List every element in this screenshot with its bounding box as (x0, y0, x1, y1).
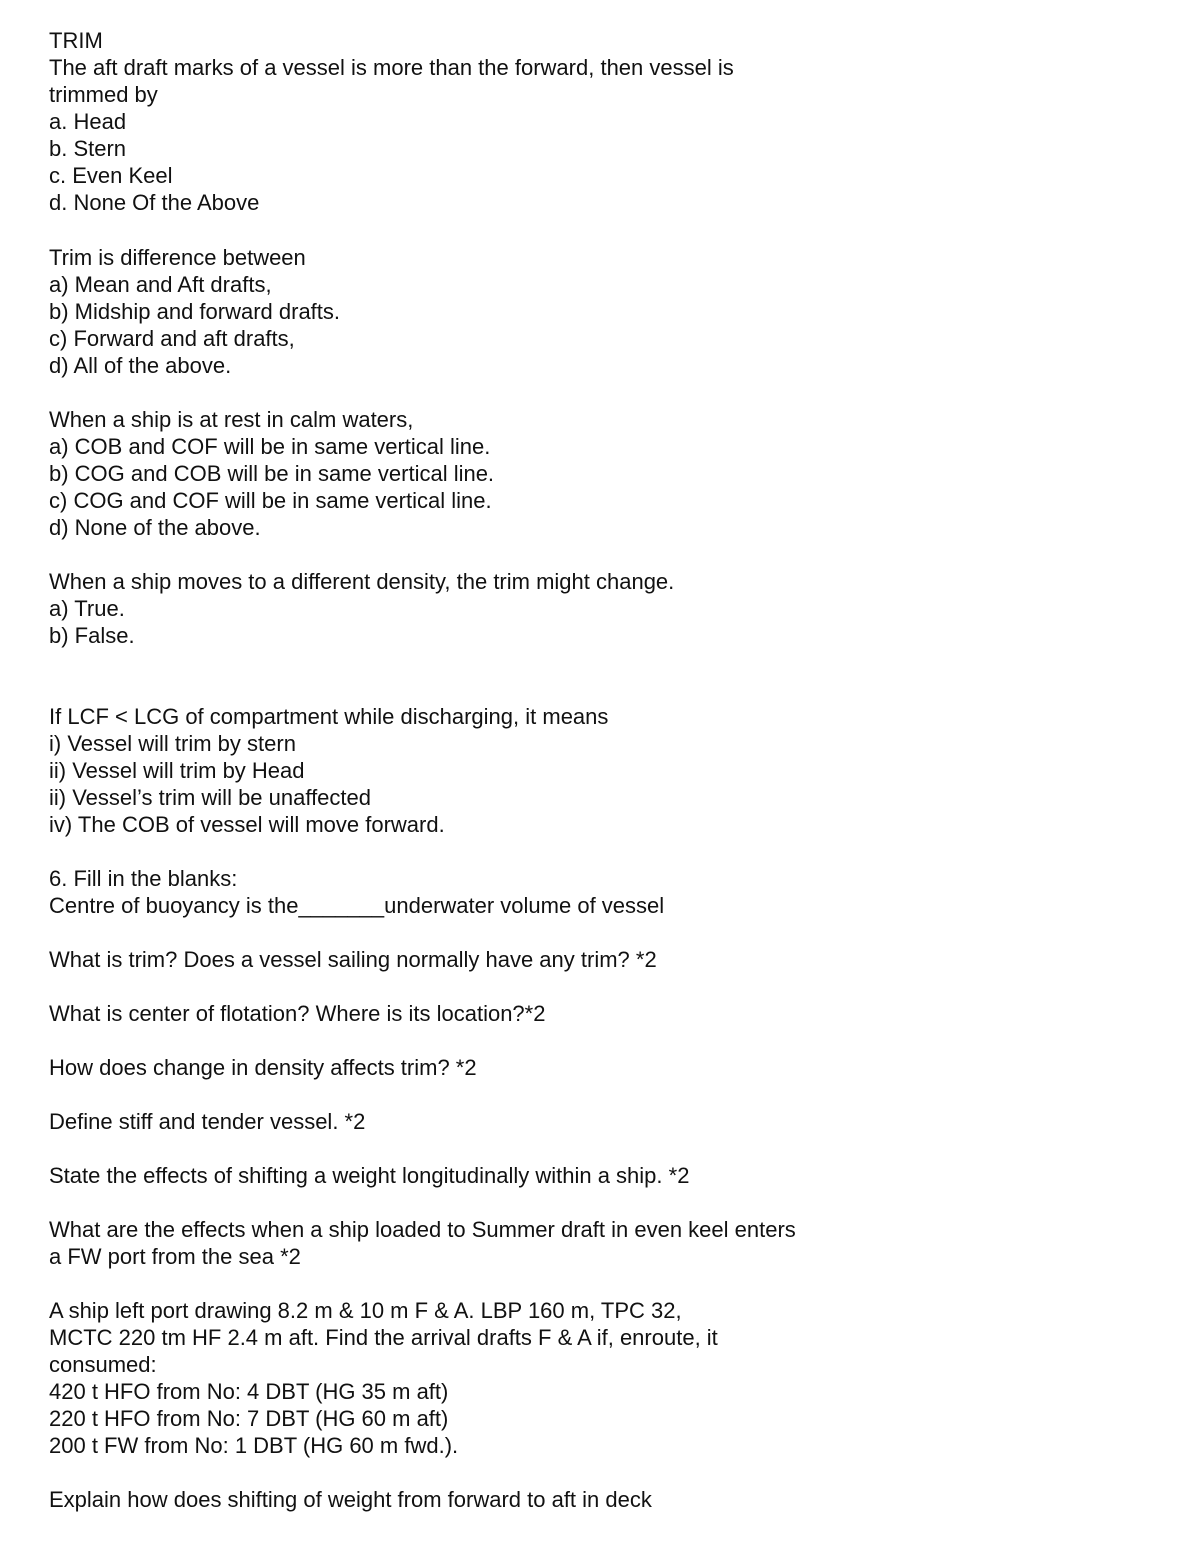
option-d: d) None of the above. (49, 515, 261, 540)
question-text: Trim is difference between (49, 245, 306, 270)
document-page (49, 27, 1149, 1513)
question-text-line: consumed: (49, 1352, 157, 1377)
question-5 (49, 703, 1149, 838)
question-text: If LCF < LCG of compartment while discharging, it means (49, 704, 609, 729)
question-text-line: What are the effects when a ship loaded to Summer draft in even keel enters (49, 1217, 796, 1242)
question-4 (49, 568, 1149, 649)
option-c: c. Even Keel (49, 163, 173, 188)
question-1 (49, 54, 1149, 216)
page-title: TRIM (49, 28, 103, 53)
short-question: How does change in density affects trim? *2 (49, 1055, 477, 1080)
question-text-line: MCTC 220 tm HF 2.4 m aft. Find the arrival drafts F & A if, enroute, it (49, 1325, 718, 1350)
question-6 (49, 865, 1149, 919)
short-question: Define stiff and tender vessel. *2 (49, 1109, 366, 1134)
option-a: a. Head (49, 109, 127, 134)
option-a: a) Mean and Aft drafts, (49, 272, 272, 297)
option-ii: ii) Vessel will trim by Head (49, 758, 305, 783)
option-iii: ii) Vessel’s trim will be unaffected (49, 785, 371, 810)
option-a: a) True. (49, 596, 125, 621)
question-text-line: A ship left port drawing 8.2 m & 10 m F & A. LBP 160 m, TPC 32, (49, 1298, 682, 1323)
consumption-item: 200 t FW from No: 1 DBT (HG 60 m fwd.). (49, 1433, 459, 1458)
option-d: d. None Of the Above (49, 190, 260, 215)
option-a: a) COB and COF will be in same vertical line. (49, 434, 491, 459)
option-i: i) Vessel will trim by stern (49, 731, 296, 756)
question-3 (49, 406, 1149, 541)
question-fw-port (49, 1216, 1149, 1270)
question-text: When a ship is at rest in calm waters, (49, 407, 414, 432)
question-text-line: The aft draft marks of a vessel is more than the forward, then vessel is (49, 55, 734, 80)
option-b: b) Midship and forward drafts. (49, 299, 341, 324)
option-d: d) All of the above. (49, 353, 232, 378)
option-c: c) COG and COF will be in same vertical line. (49, 488, 492, 513)
short-question: What is center of flotation? Where is its location?*2 (49, 1001, 546, 1026)
question-text: When a ship moves to a different density, the trim might change. (49, 569, 675, 594)
option-iv: iv) The COB of vessel will move forward. (49, 812, 445, 837)
question-heading: 6. Fill in the blanks: (49, 866, 238, 891)
fill-in-blank-text: Centre of buoyancy is the_______underwater volume of vessel (49, 893, 665, 918)
short-question: State the effects of shifting a weight longitudinally within a ship. *2 (49, 1163, 690, 1188)
question-text-line: a FW port from the sea *2 (49, 1244, 301, 1269)
option-c: c) Forward and aft drafts, (49, 326, 295, 351)
question-text-line: trimmed by (49, 82, 158, 107)
question-2 (49, 244, 1149, 379)
option-b: b. Stern (49, 136, 127, 161)
question-draft-problem (49, 1297, 1149, 1459)
short-question: What is trim? Does a vessel sailing normally have any trim? *2 (49, 947, 657, 972)
consumption-item: 220 t HFO from No: 7 DBT (HG 60 m aft) (49, 1406, 449, 1431)
question-shifting-weight: Explain how does shifting of weight from forward to aft in deck (49, 1487, 652, 1512)
option-b: b) COG and COB will be in same vertical line. (49, 461, 495, 486)
consumption-item: 420 t HFO from No: 4 DBT (HG 35 m aft) (49, 1379, 449, 1404)
option-b: b) False. (49, 623, 135, 648)
